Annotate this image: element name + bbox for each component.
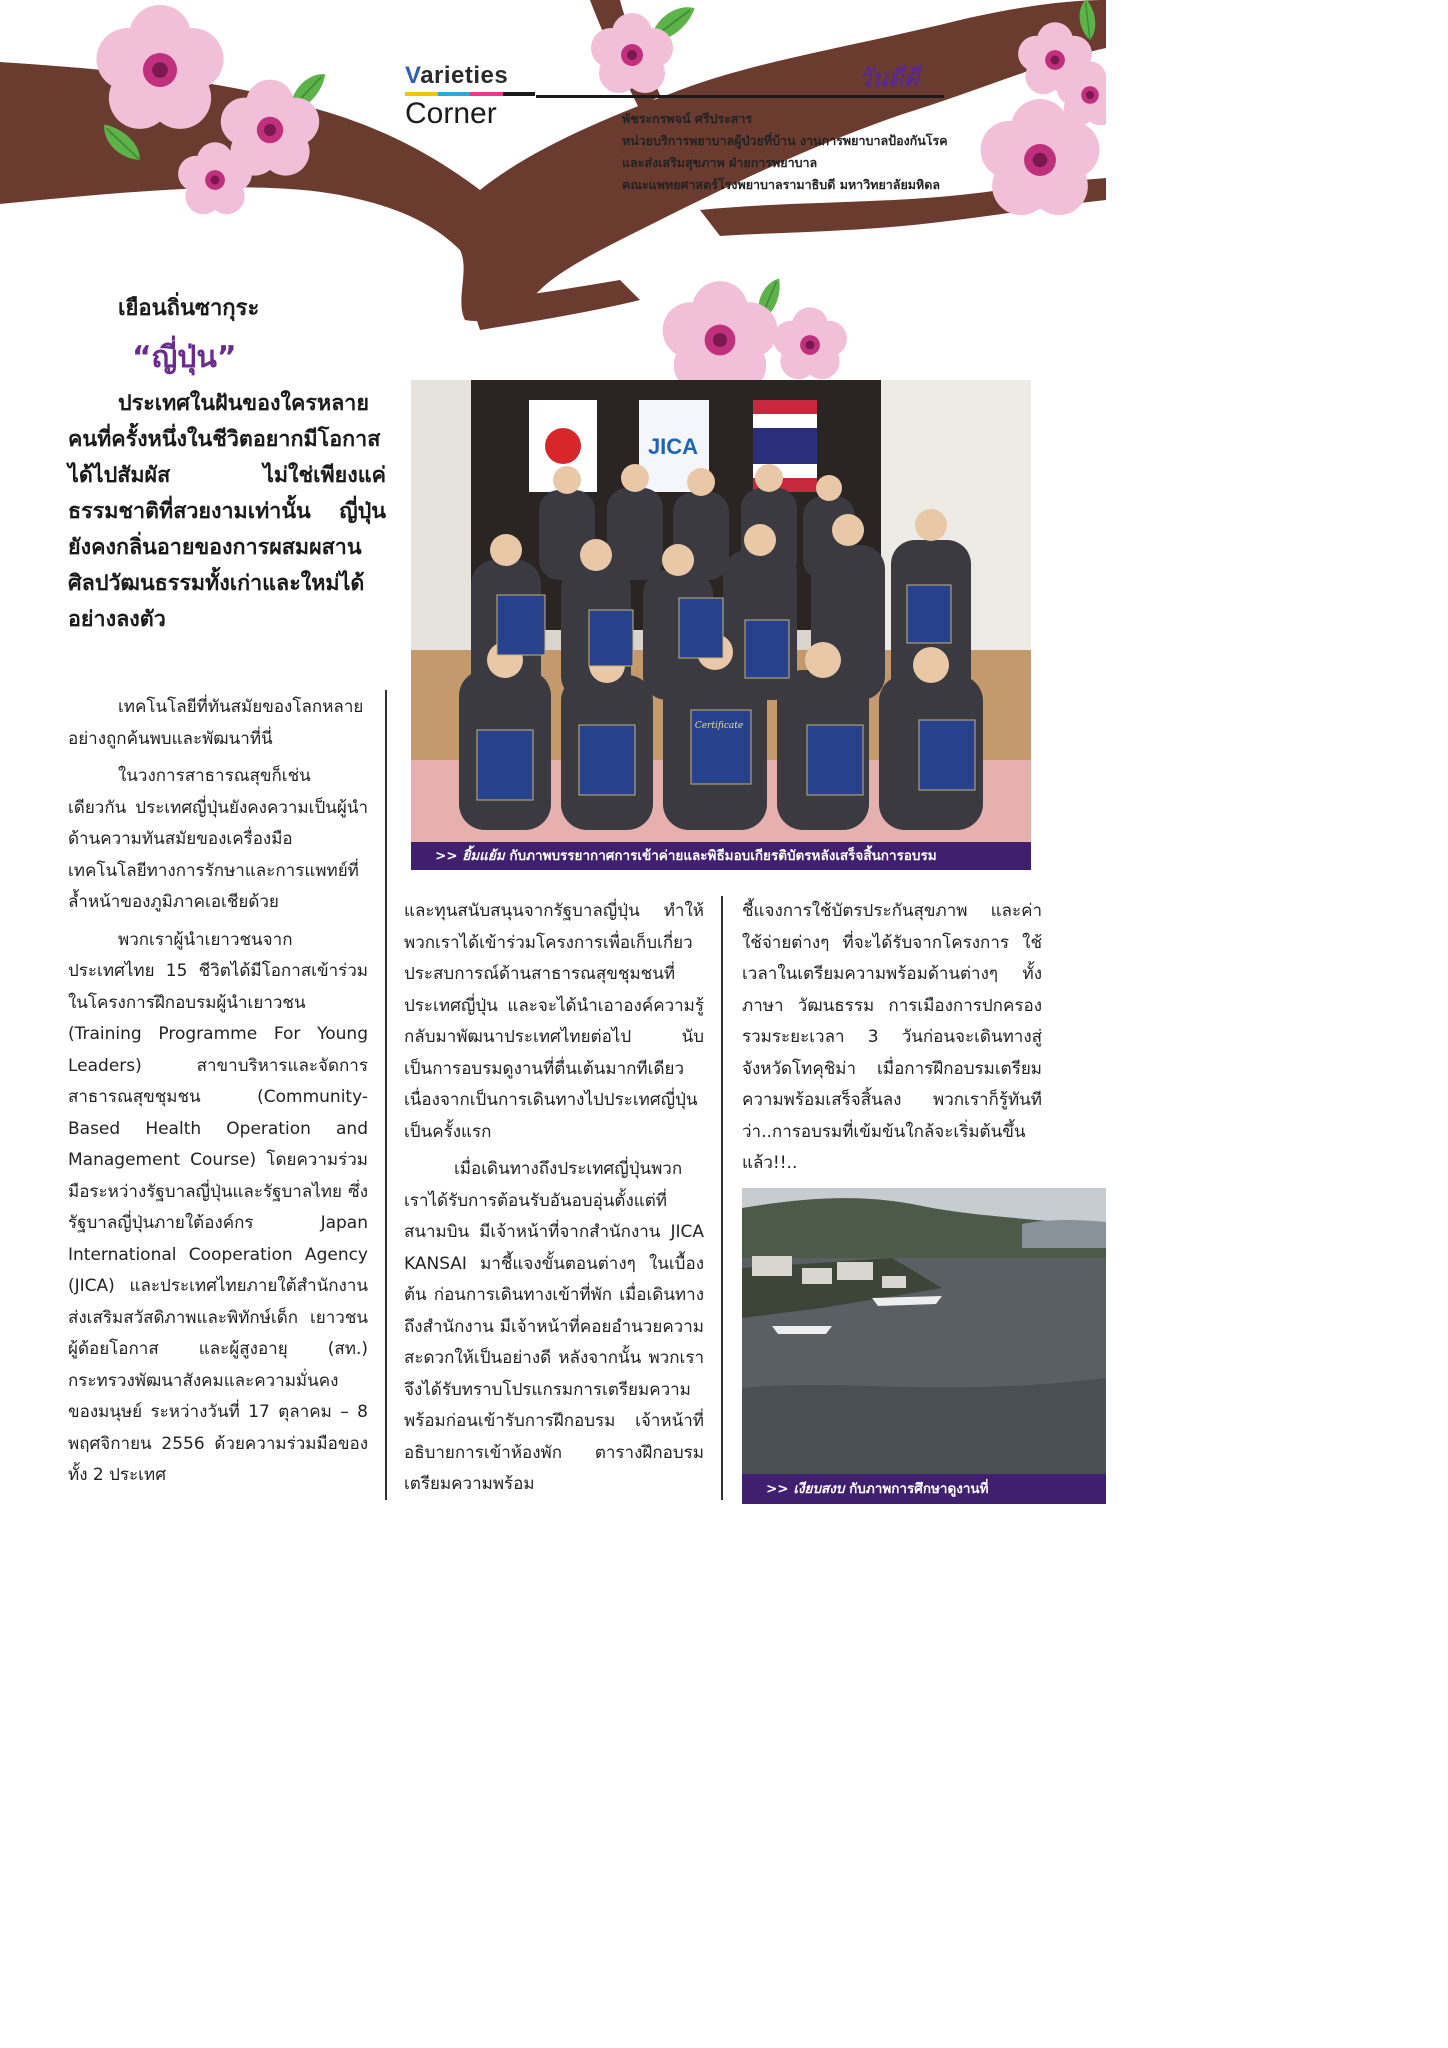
body-column-1 — [68, 692, 368, 1498]
column-divider — [385, 690, 387, 1500]
harbor-study-visit-photo — [742, 1188, 1106, 1476]
brand-varieties — [405, 62, 535, 90]
body-paragraph: และทุนสนับสนุนจากรัฐบาลญี่ปุ่น ทำให้พวกเราได้เข้าร่วมโครงการเพื่อเก็บเกี่ยวประสบการณ์ด้านสาธารณสุขชุมชนที่ประเทศญี่ปุ่น และจะได้นำเอาองค์ความรู้กลับมาพัฒนาประเทศไทยต่อไป นับเป็นการอบรมดูงานที่ตื่นเต้นมากทีเดียว เนื่องจากเป็นการเดินทางไปประเทศญี่ปุ่นเป็นครั้งแรก — [404, 901, 704, 1142]
brand-varieties-rest: arieties — [420, 62, 509, 89]
caption-emphasis: ยิ้มแย้ม — [462, 848, 505, 864]
magazine-section-logo — [405, 62, 535, 132]
body-paragraph: เมื่อเดินทางถึงประเทศญี่ปุ่นพวกเราได้รับการต้อนรับอันอบอุ่นตั้งแต่ที่สนามบิน มีเจ้าหน้าที่จากสำนักงาน JICA KANSAI มาชี้แจงขั้นตอนต่างๆ ในเบื้องต้น ก่อนการเดินทางเข้าที่พัก เมื่อเดินทางถึงสำนักงาน มีเจ้าหน้าที่คอยอำนวยความสะดวกให้เป็นอย่างดี หลังจากนั้น พวกเราจึงได้รับทราบโปรแกรมการเตรียมความพร้อมก่อนเข้ารับการฝึกอบรม เจ้าหน้าที่อธิบายการเข้าห้องพัก ตารางฝึกอบรมเตรียมความพร้อม — [404, 1159, 704, 1494]
caption-text: กับภาพบรรยากาศการเข้าค่ายและพิธีมอบเกียรติบัตรหลังเสร็จสิ้นการอบรม — [504, 848, 937, 864]
caption-prefix: >> — [766, 1481, 794, 1497]
author-block — [622, 108, 1062, 196]
body-paragraph: ในวงการสาธารณสุขก็เช่นเดียวกัน ประเทศญี่ปุ่นยังคงความเป็นผู้นำด้านความทันสมัยของเครื่องมือเทคโนโลยีทางการรักษาและการแพทย์ที่ล้ำหน้าของภูมิภาคเอเชียด้วย — [68, 766, 368, 912]
group-ceremony-photo — [411, 380, 1031, 842]
brand-varieties-initial: V — [405, 62, 421, 89]
body-column-3 — [742, 896, 1042, 1186]
author-affiliation-line: และส่งเสริมสุขภาพ ฝ่ายการพยาบาล — [622, 155, 818, 170]
body-paragraph: ชี้แจงการใช้บัตรประกันสุขภาพ และค่าใช้จ่ายต่างๆ ที่จะได้รับจากโครงการ ใช้เวลาในเตรียมความพร้อมด้านต่างๆ ทั้งภาษา วัฒนธรรม การเมืองการปกครอง รวมระยะเวลา 3 วันก่อนจะเดินทางสู่จังหวัดโทคุชิม่า เมื่อการฝึกอบรมเตรียมความพร้อมเสร็จสิ้นลง พวกเราก็รู้ทันทีว่า..การอบรมที่เข้มข้นใกล้จะเริ่มต้นขึ้นแล้ว!!.. — [742, 901, 1042, 1173]
body-paragraph: เทคโนโลยีที่ทันสมัยของโลกหลายอย่างถูกค้นพบและพัฒนาที่นี่ — [68, 697, 364, 749]
author-affiliation-line: คณะแพทยศาสตร์โรงพยาบาลรามาธิบดี มหาวิทยาลัยมหิดล — [622, 177, 941, 192]
body-column-2 — [404, 896, 704, 1507]
photo-caption-harbor — [742, 1474, 1106, 1504]
jica-flag-logo: JICA — [647, 434, 699, 459]
article-title-highlight: “ญี่ปุ่น” — [132, 340, 237, 375]
author-name: พัชระกรพจน์ ศรีประสาร — [622, 111, 753, 126]
caption-prefix: >> — [435, 848, 463, 864]
brand-corner: Corner — [405, 97, 497, 130]
article-title: เยือนถิ่นซากุระ — [118, 296, 260, 321]
author-affiliation-line: หน่วยบริการพยาบาลผู้ป่วยที่บ้าน งานการพยาบาลป้องกันโรค — [622, 133, 948, 148]
column-divider — [721, 896, 723, 1500]
article-lead: ประเทศในฝันของใครหลายคนที่ครั้งหนึ่งในชีวิตอยากมีโอกาสได้ไปสัมผัส ไม่ใช่เพียงแค่ธรรมชาติที่สวยงามเท่านั้น ญี่ปุ่นยังคงกลิ่นอายของการผสมผสานศิลปวัฒนธรรมทั้งเก่าและใหม่ได้อย่างลงตัว — [68, 391, 386, 632]
photo-caption-ceremony — [411, 842, 1031, 870]
column-name: วันดีดี — [858, 63, 920, 92]
body-paragraph: พวกเราผู้นำเยาวชนจากประเทศไทย 15 ชีวิตได้มีโอกาสเข้าร่วมในโครงการฝึกอบรมผู้นำเยาวชน (Training Programme For Young Leaders) สาขาบริหารและจัดการสาธารณสุขชุมชน (Community-Based Health Operation and Management Course) โดยความร่วมมือระหว่างรัฐบาลญี่ปุ่นและรัฐบาลไทย ซึ่งรัฐบาลญี่ปุ่นภายใต้องค์กร Japan International Cooperation Agency (JICA) และประเทศไทยภายใต้สำนักงานส่งเสริมสวัสดิภาพและพิทักษ์เด็ก เยาวชน ผู้ด้อยโอกาส และผู้สูงอายุ (สท.) กระทรวงพัฒนาสังคมและความมั่นคงของมนุษย์ ระหว่างวันที่ 17 ตุลาคม – 8 พฤศจิกายน 2556 ด้วยความร่วมมือของทั้ง 2 ประเทศ — [68, 929, 368, 1485]
caption-emphasis: เงียบสงบ — [793, 1481, 845, 1497]
certificate-label: Certificate — [694, 721, 744, 731]
caption-text: กับภาพการศึกษาดูงานที่ — [844, 1481, 989, 1497]
